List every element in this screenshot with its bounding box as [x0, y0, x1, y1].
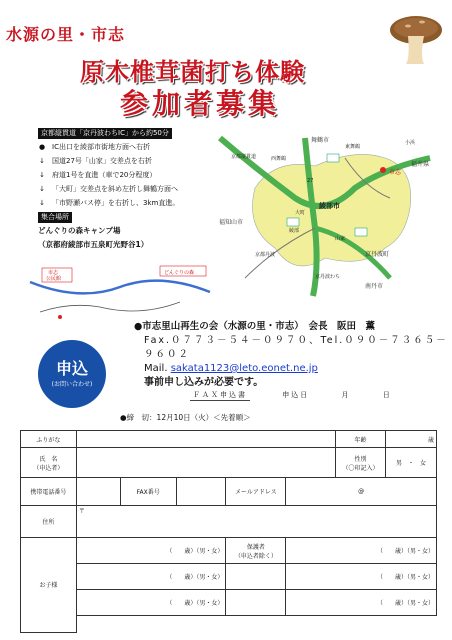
contact-mail: [144, 362, 452, 376]
map-label: 福井県: [411, 161, 430, 168]
title-recruit: 参加者募集: [120, 87, 281, 120]
title-location: 水源の里・市志: [6, 25, 126, 44]
kids-label: お子様: [21, 538, 77, 633]
step-marker: ●: [38, 143, 46, 151]
step-marker: ↓: [39, 185, 45, 193]
access-directions: [38, 126, 216, 252]
map-label: 大町: [295, 210, 306, 216]
map-label: 小浜: [405, 140, 416, 146]
guardian-row[interactable]: （ 歳）（男・女）: [286, 564, 437, 590]
access-step: [38, 154, 216, 168]
guardian-row[interactable]: （ 歳）（男・女）: [286, 590, 437, 616]
name-label: [21, 448, 77, 478]
map-label: 綾部: [289, 228, 300, 234]
map-label: 福知山市: [219, 219, 244, 226]
applicant-text: （申込者）: [33, 464, 64, 472]
guardian-text: 保護者: [246, 543, 265, 551]
kid-row[interactable]: （ 歳）（男・女）: [76, 564, 226, 590]
mushroom-icon: [386, 8, 446, 68]
deadline: ●締 切：12月10日（火）＜先着順＞: [120, 413, 251, 422]
fax-field[interactable]: [176, 478, 226, 506]
age-field[interactable]: 歳: [386, 431, 437, 448]
advance-note: 事前申し込みが必要です。: [144, 377, 264, 388]
kid-row[interactable]: （ 歳）（男・女）: [76, 590, 226, 616]
email-field[interactable]: @: [286, 478, 437, 506]
map-label: 舞鶴市: [311, 137, 330, 144]
day-label: 日: [382, 391, 392, 399]
map-label: 京丹波わち: [315, 274, 341, 280]
area-map: [215, 128, 435, 298]
email-link[interactable]: sakata1123@leto.eonet.ne.jp: [170, 363, 318, 374]
step-text: 府道1号を直進（車で20分程度）: [52, 171, 157, 179]
fax-title: ＦＡＸ申込書: [190, 390, 250, 401]
map-label: 綾部市: [319, 202, 340, 210]
age-label: 年齢: [336, 431, 386, 448]
step-marker: ↓: [39, 171, 45, 179]
map2-label: 市志: [48, 270, 59, 276]
map-label: 市志: [389, 169, 402, 176]
apply-badge: [38, 340, 106, 408]
access-header: 京都縦貫道「京丹波わちIC」から約50分: [38, 128, 172, 139]
blank-cell: [226, 590, 286, 616]
access-step: [38, 140, 216, 154]
furigana-field[interactable]: [76, 431, 335, 448]
guardian-note: （申込者除く）: [234, 552, 277, 560]
map-label: 西舞鶴: [271, 156, 287, 162]
gender-label: [336, 448, 386, 478]
month-label: 月: [341, 391, 351, 399]
kid-row[interactable]: （ 歳）（男・女）: [76, 538, 226, 564]
map-label: 南丹市: [365, 283, 384, 290]
title-event: 原木椎茸菌打ち体験: [80, 58, 305, 86]
guardian-row[interactable]: （ 歳）（男・女）: [286, 538, 437, 564]
mobile-field[interactable]: [76, 478, 120, 506]
step-marker: ↓: [39, 199, 45, 207]
step-text: 国道27号「山家」交差点を右折: [52, 157, 152, 165]
email-label: メールアドレス: [226, 478, 286, 506]
guardian-label: [226, 538, 286, 564]
address-field[interactable]: 〒: [76, 506, 436, 538]
gender-note: （〇印記入）: [342, 464, 379, 472]
step-text: 「市野瀬バス停」を右折し、3km直進。: [52, 199, 180, 207]
meet-place: どんぐりの森キャンプ場: [38, 226, 121, 235]
address-label: 住所: [21, 506, 77, 538]
gender-field[interactable]: 男 ・ 女: [386, 448, 437, 478]
fax-bar: [190, 390, 392, 401]
name-field[interactable]: [76, 448, 335, 478]
contact-fax-tel: Fax.０７７３－５４－０９７０、Tel.０９０－７３６５－９６０２: [144, 335, 448, 360]
access-step: [38, 182, 216, 196]
mobile-label: 携帯電話番号: [21, 478, 77, 506]
contact-org: ●市志里山再生の会（水源の里・市志） 会長 阪田 薫: [134, 321, 376, 332]
map2-label: 公民館: [46, 276, 62, 282]
map-label: 京丹波町: [365, 251, 390, 258]
meet-address: （京都府綾部市五泉町光野谷1）: [38, 240, 149, 249]
map-label: 京都丹波: [255, 252, 276, 258]
spacer: [76, 616, 436, 633]
map-label: 東舞鶴: [345, 144, 361, 150]
name-text: 氏 名: [39, 455, 58, 463]
fax-label: FAX番号: [120, 478, 176, 506]
application-form: [20, 430, 437, 633]
meet-label: 集合場所: [38, 212, 72, 223]
date-label: 申込日: [282, 391, 310, 399]
badge-small: (お問い合わせ): [51, 381, 93, 388]
badge-big: 申込: [55, 359, 88, 378]
contact-info: [134, 320, 452, 390]
map-label: 山家: [335, 236, 346, 242]
step-text: IC出口を綾部市街地方面へ右折: [52, 143, 150, 151]
map-label: 京都縦貫道: [231, 154, 257, 160]
blank-cell: [226, 564, 286, 590]
map-label: 27: [307, 178, 314, 184]
gender-text: 性別: [354, 455, 367, 463]
map2-label: どんぐりの森: [164, 270, 195, 276]
step-text: 「大町」交差点を斜め左折し舞鶴方面へ: [52, 185, 178, 193]
step-marker: ↓: [39, 157, 45, 165]
access-step: [38, 196, 216, 210]
furigana-label: ふりがな: [21, 431, 77, 448]
mail-label: Mail.: [144, 363, 168, 374]
access-step: [38, 168, 216, 182]
